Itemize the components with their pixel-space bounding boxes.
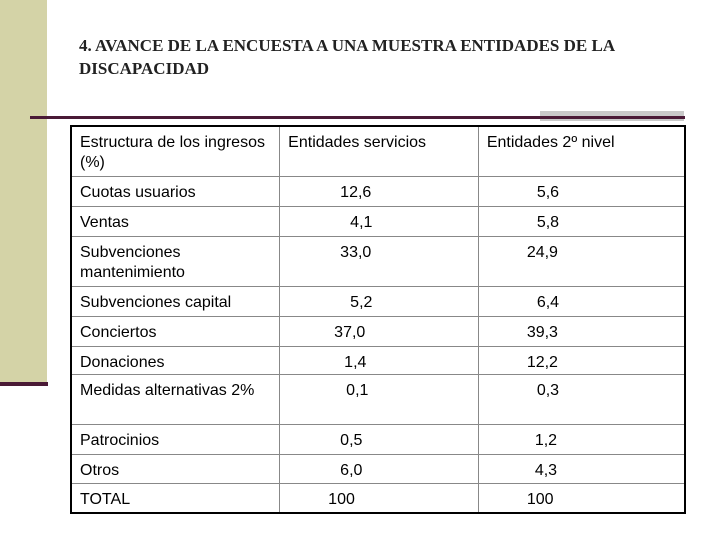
table-row-total	[71, 483, 685, 513]
value-segundo-nivel: 0,3	[478, 374, 685, 424]
value-segundo-nivel: 24,9	[478, 236, 685, 286]
slide-title: 4. AVANCE DE LA ENCUESTA A UNA MUESTRA ENTIDADES DE LA DISCAPACIDAD	[79, 36, 615, 78]
table-header-row	[71, 126, 685, 176]
value-servicios: 4,1	[280, 206, 479, 236]
value-segundo-nivel: 39,3	[478, 316, 685, 346]
value-segundo-nivel: 12,2	[478, 346, 685, 374]
value-servicios: 33,0	[280, 236, 479, 286]
row-label: Ventas	[71, 206, 280, 236]
table-row	[71, 454, 685, 483]
table-row	[71, 346, 685, 374]
value-servicios: 0,5	[280, 424, 479, 454]
title-rule	[30, 116, 685, 119]
value-servicios: 12,6	[280, 176, 479, 206]
row-label-total: TOTAL	[71, 483, 280, 513]
table-row	[71, 176, 685, 206]
value-servicios: 6,0	[280, 454, 479, 483]
table-row	[71, 316, 685, 346]
value-segundo-nivel-total: 100	[478, 483, 685, 513]
value-servicios: 0,1	[280, 374, 479, 424]
row-label: Patrocinios	[71, 424, 280, 454]
row-label: Medidas alternativas 2%	[71, 374, 280, 424]
income-structure-table	[70, 125, 686, 514]
table-row	[71, 424, 685, 454]
row-label: Subvenciones mantenimiento	[71, 236, 280, 286]
value-servicios-total: 100	[280, 483, 479, 513]
left-accent-line	[0, 382, 48, 386]
value-segundo-nivel: 1,2	[478, 424, 685, 454]
table-row	[71, 286, 685, 316]
table-row	[71, 236, 685, 286]
value-servicios: 1,4	[280, 346, 479, 374]
header-entidades-segundo-nivel: Entidades 2º nivel	[478, 126, 685, 176]
value-segundo-nivel: 5,6	[478, 176, 685, 206]
value-segundo-nivel: 5,8	[478, 206, 685, 236]
value-segundo-nivel: 4,3	[478, 454, 685, 483]
value-servicios: 5,2	[280, 286, 479, 316]
value-segundo-nivel: 6,4	[478, 286, 685, 316]
header-entidades-servicios: Entidades servicios	[280, 126, 479, 176]
row-label: Cuotas usuarios	[71, 176, 280, 206]
table-row	[71, 374, 685, 424]
row-label: Donaciones	[71, 346, 280, 374]
left-decorative-bar	[0, 0, 47, 384]
value-servicios: 37,0	[280, 316, 479, 346]
table-row	[71, 206, 685, 236]
row-label: Conciertos	[71, 316, 280, 346]
header-estructura: Estructura de los ingresos (%)	[71, 126, 280, 176]
row-label: Subvenciones capital	[71, 286, 280, 316]
row-label: Otros	[71, 454, 280, 483]
